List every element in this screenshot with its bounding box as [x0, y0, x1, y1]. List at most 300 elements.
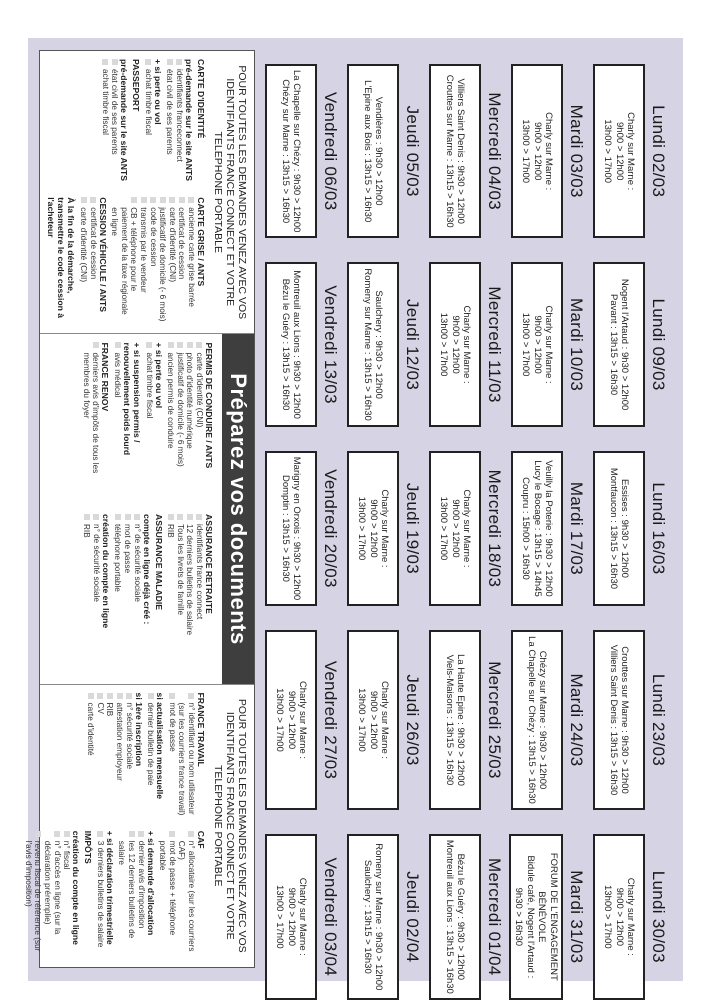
day-schedule-box [347, 630, 399, 810]
day-schedule-box [509, 834, 563, 1000]
document-item-text: code de cession [148, 207, 158, 267]
schedule-line: Saulchery : 13h15 > 16h30 [362, 859, 373, 974]
day-schedule-box [265, 834, 317, 1000]
day-label: Mercredi 01/04 [485, 858, 504, 976]
schedule-line: Montreuil aux Lions : 13h15 > 16h30 [444, 839, 455, 994]
schedule-line: 13h00 > 17h00 [274, 885, 286, 949]
checkbox-icon [134, 514, 140, 520]
document-item [100, 59, 110, 187]
document-item-text: n° identifiant ou nom utilisateur (sur les courriers france travail) [177, 702, 196, 816]
schedule-line: 9h00 > 12h00 [531, 122, 543, 181]
document-item-text: ancienne carte grise barrée [187, 207, 196, 307]
document-item [91, 514, 101, 676]
document-item [88, 197, 98, 325]
document-item [86, 693, 96, 821]
checkbox-icon [102, 59, 108, 65]
document-item [95, 831, 105, 959]
checkbox-icon [168, 342, 174, 348]
schedule-line: 9h00 > 12h00 [285, 887, 297, 947]
schedule-line: 9h00 > 12h00 [449, 315, 461, 374]
day-schedule-box [347, 834, 399, 1000]
checkbox-icon [97, 831, 103, 837]
section-title: création du compte en ligne [71, 830, 82, 945]
document-item-text: état civil de ses parents [110, 69, 120, 155]
section-title: si actualisation mensuelle [155, 692, 166, 800]
week-column [261, 624, 671, 816]
checkbox-icon [35, 831, 41, 837]
day-schedule-box [593, 262, 645, 426]
document-item [177, 693, 196, 821]
schedule-line: Charly sur Marne : [379, 680, 391, 760]
schedule-line: Villiers Saint Denis : 13h15 > 16h30 [608, 644, 619, 796]
checkbox-icon [97, 693, 103, 699]
day-label: Vendredi 03/04 [321, 857, 340, 977]
day-schedule-box [511, 64, 563, 238]
document-item [78, 197, 88, 325]
document-item [114, 693, 124, 821]
document-item-text: carte d'identité (CNI) [167, 207, 177, 283]
day-schedule-box [429, 451, 481, 606]
schedule-line: Viels-Maisons : 13h15 > 16h30 [444, 654, 455, 786]
document-item-text: certificat de cession [88, 207, 98, 280]
checkbox-icon [169, 831, 175, 837]
checkbox-icon [179, 197, 185, 203]
day-slot [261, 445, 343, 612]
day-slot [343, 256, 425, 432]
schedule-line: 9h30 > 16h30 [513, 887, 525, 947]
schedule-line: Villiers Saint Denis : 9h30 > 12h00 [455, 78, 467, 224]
schedule-line: Bidule café, Nogent l'Artaud : [525, 855, 536, 979]
schedule-line: Romeny sur Marne : 9h30 > 12h00 [373, 843, 385, 991]
schedule-line: Charly sur Marne : [461, 489, 473, 568]
schedule-line: Crouttes sur Marne : 9h30 > 12h00 [619, 646, 631, 794]
checkbox-icon [126, 693, 132, 699]
schedule-line: Charly sur Marne : [625, 877, 637, 956]
document-item [194, 514, 204, 676]
schedule-line: La Chapelle sur Chézy : 9h30 > 12h00 [291, 70, 303, 233]
checkbox-icon [141, 197, 147, 203]
checkbox-icon [107, 693, 113, 699]
doc-column-id-passport [46, 59, 208, 187]
day-label: Mercredi 04/03 [485, 92, 504, 210]
schedule-line: Charly sur Marne : [625, 112, 637, 191]
schedule-line: Charly sur Marne : [297, 877, 309, 956]
week-column [261, 828, 671, 1006]
document-item-text: carte d'identité [86, 702, 96, 756]
document-item-text: carte d'identité (CNI) [195, 352, 204, 428]
document-item [158, 831, 177, 959]
day-label: Jeudi 19/03 [403, 482, 422, 575]
schedule-line: 9h00 > 12h00 [367, 499, 379, 558]
day-schedule-box [593, 64, 645, 238]
schedule-line: Charly sur Marne : [543, 112, 555, 191]
schedule-line: 9h00 > 12h00 [613, 887, 625, 947]
document-item-text: mot de passe + téléphone portable [158, 840, 177, 936]
schedule-line: 9h00 > 12h00 [367, 690, 379, 750]
section-title: + si déclaration trimestrielle [104, 830, 115, 945]
section-title: + si perte ou vol [152, 59, 163, 125]
schedule-line: Chézy sur Marne : 13h15 > 16h30 [280, 79, 291, 224]
document-item-text: certificat de cession [177, 207, 187, 280]
day-schedule-box [593, 834, 645, 1000]
day-schedule-box [593, 451, 645, 606]
document-item [175, 514, 185, 676]
document-item-text: transmis par le vendeur [139, 207, 149, 293]
section-title: + si suspension permis / renouvellement poids lourd [122, 342, 143, 456]
document-item-text: mot de passe [167, 702, 177, 752]
day-slot [589, 445, 671, 612]
day-slot [261, 58, 343, 244]
schedule-line: La Haute Epine : 9h30 > 12h00 [455, 654, 467, 786]
documents-header-right: POUR TOUTES LES DEMANDES VENEZ AVEC VOS IDENTIFIANTS FRANCE CONNECT ET VOTRE TELEPHONE PORTABLE [212, 698, 248, 953]
section-title: PERMIS DE CONDUIRE / ANTS [204, 342, 214, 469]
doc-column-permis [81, 342, 216, 504]
schedule-line: Crouttes sur Marne : 13h15 > 16h30 [444, 74, 455, 228]
schedule-line: Nogent l'Artaud : 9h30 > 12h00 [619, 278, 631, 411]
document-item-text: achat timbre fiscal [144, 352, 154, 419]
document-item-text: mot de passe [123, 524, 133, 574]
day-label: Lundi 02/03 [649, 105, 668, 198]
document-item-text: justificatif de domicile (- 6 mois) [158, 207, 168, 322]
day-slot [261, 828, 343, 1006]
section-title: IMPÔTS [83, 830, 94, 864]
document-item [166, 514, 176, 676]
document-item [158, 197, 168, 325]
document-item [42, 831, 61, 959]
document-item-text: attestation employeur [115, 702, 125, 781]
document-item-text: Tous les livrets de famille [175, 524, 185, 616]
checkbox-icon [88, 693, 94, 699]
day-label: Vendredi 06/03 [321, 91, 340, 211]
day-schedule-box [429, 64, 481, 238]
checkbox-icon [150, 197, 156, 203]
checkbox-icon [115, 514, 121, 520]
schedule-line: Charly sur Marne : [543, 305, 555, 384]
checkbox-icon [169, 693, 175, 699]
schedule-line: 13h00 > 17h00 [356, 688, 368, 752]
section-title: CARTE D'IDENTITÉ [196, 59, 206, 139]
week-column [261, 256, 671, 432]
day-label: Lundi 16/03 [649, 482, 668, 575]
document-item [95, 693, 105, 821]
document-item [23, 831, 42, 959]
document-item [117, 831, 136, 959]
document-item [165, 59, 175, 187]
schedule-line: Saulchery : 9h30 > 12h00 [373, 290, 385, 399]
document-item [136, 831, 146, 959]
checkbox-icon [54, 831, 60, 837]
day-schedule-box [511, 451, 563, 606]
day-label: Lundi 23/03 [649, 673, 668, 767]
document-item-text: 12 derniers bulletins de salaire [185, 524, 195, 636]
day-label: Mardi 17/03 [567, 481, 586, 575]
document-item-text: n° de sécurité sociale [91, 524, 101, 602]
schedule-line: Montfaucon : 13h15 > 16h30 [608, 467, 619, 590]
schedule-line: 13h00 > 17h00 [356, 496, 368, 561]
schedule-line: 13h00 > 17h00 [520, 312, 532, 377]
document-item [110, 197, 139, 325]
schedule-line: BÉNÉVOLE [536, 891, 548, 943]
day-schedule-box [511, 262, 563, 426]
section-title: FRANCE TRAVAIL [196, 692, 206, 767]
document-item-text: n° allocataire (sur les courriers CAF) [177, 840, 196, 952]
day-schedule-box [265, 262, 317, 426]
day-slot [425, 256, 507, 432]
week-column [261, 58, 671, 244]
document-item-text: CV [95, 702, 105, 714]
doc-column-carte-grise [46, 197, 208, 325]
schedule-line: 13h00 > 17h00 [438, 312, 450, 377]
checkbox-icon [177, 514, 183, 520]
document-item-text: justificatif de domicile (- 6 mois) [175, 352, 185, 467]
schedule-line: Domptin : 13h15 > 16h30 [280, 474, 291, 582]
schedule-line: Veuilly la Poterie : 9h30 > 12h00 [543, 460, 555, 597]
document-item-text: dernier bulletin de paie [146, 702, 156, 786]
checkbox-icon [90, 197, 96, 203]
schedule-line: Lucy le Bocage : 13h15 > 14h45 [531, 460, 543, 597]
day-slot [425, 624, 507, 816]
section-title: ASSURANCE RETRAITE [204, 514, 214, 614]
schedule-line: 13h00 > 17h00 [438, 496, 450, 561]
document-item-text: CB + téléphone pour le paiement de la taxe régionale en ligne [110, 207, 139, 315]
document-item [110, 59, 120, 187]
document-item-text: les 12 derniers bulletins de salaire [117, 840, 137, 939]
checkbox-icon [93, 514, 99, 520]
section-title: FRANCE RENOV [100, 342, 111, 412]
day-label: Mardi 31/03 [567, 870, 586, 964]
documents-title: Préparez vos documents [222, 334, 254, 683]
schedule-line: 13h00 > 17h00 [602, 885, 614, 949]
schedule-page [23, 38, 683, 994]
document-item [185, 342, 195, 504]
section-title: création du compte en ligne [100, 514, 111, 629]
day-slot [589, 256, 671, 432]
section-title: CESSION VÉHICULE / ANTS [97, 197, 108, 312]
document-item-text: identifiants franceconnect [175, 69, 184, 162]
document-item-text: identifiants france connect [195, 524, 204, 620]
document-item-text: avis médical [113, 352, 123, 398]
day-label: Jeudi 02/04 [403, 871, 422, 963]
document-item-text: état civil de ses parents [165, 69, 175, 155]
schedule-line: Romeny sur Marne : 13h15 > 16h30 [362, 268, 373, 421]
document-item-text: derniers avis d'impôts de tous les membres du foyer [81, 352, 101, 474]
document-item [81, 342, 100, 504]
document-item [166, 342, 176, 504]
day-label: Mardi 03/03 [567, 104, 586, 198]
document-item-text: carte d'identité (CNI) [79, 207, 89, 283]
day-label: Jeudi 05/03 [403, 105, 422, 197]
day-slot [589, 58, 671, 244]
documents-left-panel [40, 51, 254, 333]
document-item [186, 197, 196, 325]
day-slot [425, 58, 507, 244]
day-schedule-box [593, 630, 645, 810]
checkbox-icon [177, 59, 183, 65]
schedule-grid [261, 58, 671, 994]
day-label: Mercredi 18/03 [485, 469, 504, 588]
schedule-line: 13h00 > 17h00 [602, 119, 614, 184]
checkbox-icon [187, 514, 193, 520]
document-item [132, 514, 142, 676]
section-title: compte en ligne déjà créé : [141, 514, 152, 625]
section-title: pré-demande sur le site ANTS [119, 59, 130, 181]
checkbox-icon [84, 514, 90, 520]
day-slot [425, 445, 507, 612]
document-item-text: RIB [105, 702, 115, 717]
checkbox-icon [167, 59, 173, 65]
checkbox-icon [115, 342, 121, 348]
document-item [174, 59, 184, 187]
schedule-line: 13h00 > 17h00 [274, 688, 286, 752]
schedule-line: FORUM DE L'ENGAGEMENT [548, 852, 559, 981]
week-column [261, 445, 671, 612]
document-item [138, 197, 148, 325]
day-slot [507, 58, 589, 244]
schedule-line: Montreuil aux Lions : 9h30 > 12h00 [291, 270, 303, 419]
document-item [185, 514, 195, 676]
schedule-line: La Chapelle sur Chézy : 13h15 > 16h30 [526, 636, 537, 804]
checkbox-icon [146, 342, 152, 348]
day-schedule-box [429, 262, 481, 426]
schedule-line: Bézu le Guéry : 13h15 > 16h30 [280, 278, 291, 411]
day-label: Jeudi 12/03 [403, 298, 422, 391]
day-schedule-box [265, 451, 317, 606]
checkbox-icon [81, 197, 87, 203]
schedule-line: Essises : 9h30 > 12h00 [619, 478, 631, 578]
section-title: CARTE GRISE / ANTS [196, 197, 206, 287]
document-item-text: revenu fiscal de référence (sur l'avis d'imposition) [23, 840, 43, 952]
documents-center-panel [40, 333, 254, 684]
day-slot [507, 828, 589, 1006]
checkbox-icon [117, 693, 123, 699]
document-item-text: photo d'identité numérique [185, 352, 195, 449]
checkbox-icon [189, 831, 195, 837]
checkbox-icon [187, 342, 193, 348]
document-item-text: n° d'accès en ligne (sur la déclaration préremplie) [43, 840, 62, 935]
day-label: Vendredi 27/03 [321, 660, 340, 780]
document-item-text: n° fiscal [62, 840, 72, 870]
document-item [177, 831, 196, 959]
checkbox-icon [160, 197, 166, 203]
day-schedule-box [429, 834, 481, 1000]
day-schedule-box [347, 451, 399, 606]
document-item [177, 197, 187, 325]
section-title: pré-demande sur le site ANTS [184, 59, 194, 181]
schedule-line: L'Epine aux Bois : 13h15 > 16h30 [362, 80, 373, 223]
day-label: Vendredi 13/03 [321, 285, 340, 404]
document-item [105, 693, 115, 821]
day-slot [343, 445, 425, 612]
section-title: + si perte ou vol [153, 342, 164, 409]
schedule-line: Coupru : 15h00 > 16h30 [520, 477, 532, 580]
schedule-line: 13h00 > 17h00 [520, 119, 532, 184]
day-schedule-box [429, 630, 481, 810]
day-label: Mercredi 25/03 [485, 661, 504, 779]
document-item-text: dernier avis d'imposition [136, 840, 146, 929]
document-item [167, 693, 177, 821]
doc-column-france-travail [23, 693, 208, 821]
day-label: Lundi 09/03 [649, 298, 668, 391]
checkbox-icon [145, 59, 151, 65]
day-label: Vendredi 20/03 [321, 469, 340, 588]
day-label: Lundi 30/03 [649, 870, 668, 963]
document-item-text: achat timbre fiscal [143, 69, 153, 135]
document-item-text: RIB [166, 524, 176, 538]
checkbox-icon [168, 514, 174, 520]
schedule-line: Chézy sur Marne : 9h30 > 12h00 [537, 650, 549, 790]
document-item [124, 693, 134, 821]
day-slot [425, 828, 507, 1006]
document-item [143, 59, 153, 187]
section-title: À la fin de la démarche, transmettre le code cession à l'acheteur [46, 197, 77, 319]
day-slot [261, 256, 343, 432]
day-slot [343, 58, 425, 244]
checkbox-icon [125, 514, 131, 520]
document-item [148, 197, 158, 325]
day-label: Mardi 10/03 [567, 298, 586, 392]
day-schedule-box [347, 64, 399, 238]
document-item-text: 3 derniers bulletins de salaire [95, 840, 105, 948]
document-item-text: RIB [82, 524, 92, 538]
document-item-text: achat timbre fiscal [100, 69, 110, 135]
document-item-text: ancien permis de conduire [166, 352, 176, 449]
day-schedule-box [265, 630, 317, 810]
checkbox-icon [177, 342, 183, 348]
documents-section [23, 50, 255, 968]
checkbox-icon [93, 342, 99, 348]
day-slot [507, 256, 589, 432]
section-title: ASSURANCE MALADIE [153, 514, 164, 610]
day-label: Mardi 24/03 [567, 673, 586, 767]
checkbox-icon [131, 197, 137, 203]
doc-column-caf-impots [23, 831, 208, 959]
document-item [62, 831, 72, 959]
schedule-line: 9h00 > 12h00 [449, 499, 461, 558]
document-item [122, 514, 132, 676]
checkbox-icon [197, 342, 203, 348]
checkbox-icon [189, 693, 195, 699]
schedule-line: Vendières : 9h30 > 12h00 [373, 96, 385, 206]
day-slot [261, 624, 343, 816]
section-title: si 1ère inscription [133, 692, 144, 767]
document-item-text: n° de sécurité sociale [132, 524, 142, 602]
schedule-line: Charly sur Marne : [297, 680, 309, 760]
schedule-line: Marigny en Orxois : 9h30 > 12h00 [291, 456, 303, 601]
document-item [175, 342, 185, 504]
day-schedule-box [265, 64, 317, 238]
checkbox-icon [148, 693, 154, 699]
day-slot [507, 445, 589, 612]
day-slot [507, 624, 589, 816]
section-title: PASSEPORT [131, 59, 142, 112]
checkbox-icon [197, 514, 203, 520]
schedule-line: Pavant : 13h15 > 16h30 [608, 294, 619, 396]
day-schedule-box [347, 262, 399, 426]
documents-header-left: POUR TOUTES LES DEMANDES VENEZ AVEC VOS IDENTIFIANTS FRANCE CONNECT ET VOTRE TELEPHONE PORTABLE [212, 65, 248, 320]
documents-right-panel [23, 685, 254, 967]
document-item-text: n° sécurité sociale [124, 702, 134, 770]
section-title: + si demande d'allocation [145, 830, 156, 936]
checkbox-icon [112, 59, 118, 65]
day-slot [343, 828, 425, 1006]
schedule-line: 9h00 > 12h00 [531, 315, 543, 374]
day-slot [343, 624, 425, 816]
schedule-line: 9h00 > 12h00 [613, 122, 625, 181]
section-title: CAF [196, 830, 206, 849]
document-item-text: téléphone portable [113, 524, 123, 592]
day-slot [589, 624, 671, 816]
day-schedule-box [511, 630, 563, 810]
